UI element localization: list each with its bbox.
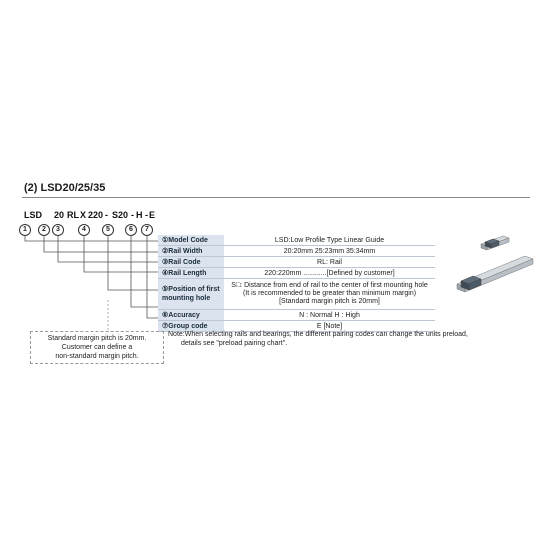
circle-3: 3 — [52, 224, 64, 236]
section-title: (2) LSD20/25/35 — [24, 182, 106, 194]
code-part-width: 20 — [54, 210, 65, 220]
spec-value: E [Note] — [224, 321, 435, 332]
spec-row-rail-length — [158, 268, 435, 279]
spec-value-line: [Standard margin pitch is 20mm] — [279, 298, 380, 305]
code-part-hole: S20 — [112, 210, 129, 220]
code-part-dash-1: - — [105, 210, 108, 220]
circle-7: 7 — [141, 224, 153, 236]
spec-value: N : Normal H : High — [224, 310, 435, 321]
spec-value: 20:20mm 25:23mm 35:34mm — [224, 246, 435, 257]
spec-table — [158, 235, 435, 332]
circle-6: 6 — [125, 224, 137, 236]
spec-label: ③Rail Code — [158, 257, 224, 268]
spec-value: LSD:Low Profile Type Linear Guide — [224, 235, 435, 246]
margin-note-box — [30, 331, 164, 364]
spec-label: ⑦Group code — [158, 321, 224, 332]
code-part-group: E — [149, 210, 156, 220]
circle-5: 5 — [102, 224, 114, 236]
note-line: Note:When selecting rails and bearings, the different pairing codes can change the units preload, — [168, 331, 468, 338]
code-part-x: X — [80, 210, 87, 220]
spec-label: ②Rail Width — [158, 246, 224, 257]
spec-row-rail-width — [158, 246, 435, 257]
code-part-dash-3: - — [145, 210, 148, 220]
spec-label: ④Rail Length — [158, 268, 224, 279]
linear-guide-illustration — [455, 232, 537, 302]
code-part-rail: RL — [67, 210, 79, 220]
circle-2: 2 — [38, 224, 50, 236]
circle-1: 1 — [19, 224, 31, 236]
spec-row-accuracy — [158, 310, 435, 321]
code-part-length: 220 — [88, 210, 104, 220]
spec-label: ⑥Accuracy — [158, 310, 224, 321]
code-part-dash-2: - — [131, 210, 134, 220]
code-part-accuracy: H — [136, 210, 143, 220]
spec-row-model-code — [158, 235, 435, 246]
margin-note-line: Standard margin pitch is 20mm. — [47, 335, 147, 342]
spec-value: 220:220mm ............[Defined by customer] — [224, 268, 435, 279]
spec-row-first-hole — [158, 279, 435, 310]
long-rail-icon — [457, 256, 533, 292]
code-part-model: LSD — [24, 210, 42, 220]
circle-4: 4 — [78, 224, 90, 236]
spec-value: RL: Rail — [224, 257, 435, 268]
spec-label: ⑤Position of first mounting hole — [158, 279, 224, 310]
spec-value — [224, 279, 435, 310]
margin-note-line: Customer can define a — [61, 344, 133, 351]
spec-value-line: (It is recommended to be greater than minimum margin) — [242, 290, 417, 297]
note-line: details see "preload pairing chart". — [181, 340, 288, 347]
spec-label: ①Model Code — [158, 235, 224, 246]
short-rail-icon — [481, 236, 509, 250]
spec-value-line: S□: Distance from end of rail to the center of first mounting hole — [231, 282, 428, 289]
margin-note-line: non-standard margin pitch. — [55, 353, 139, 360]
spec-row-rail-code — [158, 257, 435, 268]
pairing-note — [168, 330, 508, 348]
